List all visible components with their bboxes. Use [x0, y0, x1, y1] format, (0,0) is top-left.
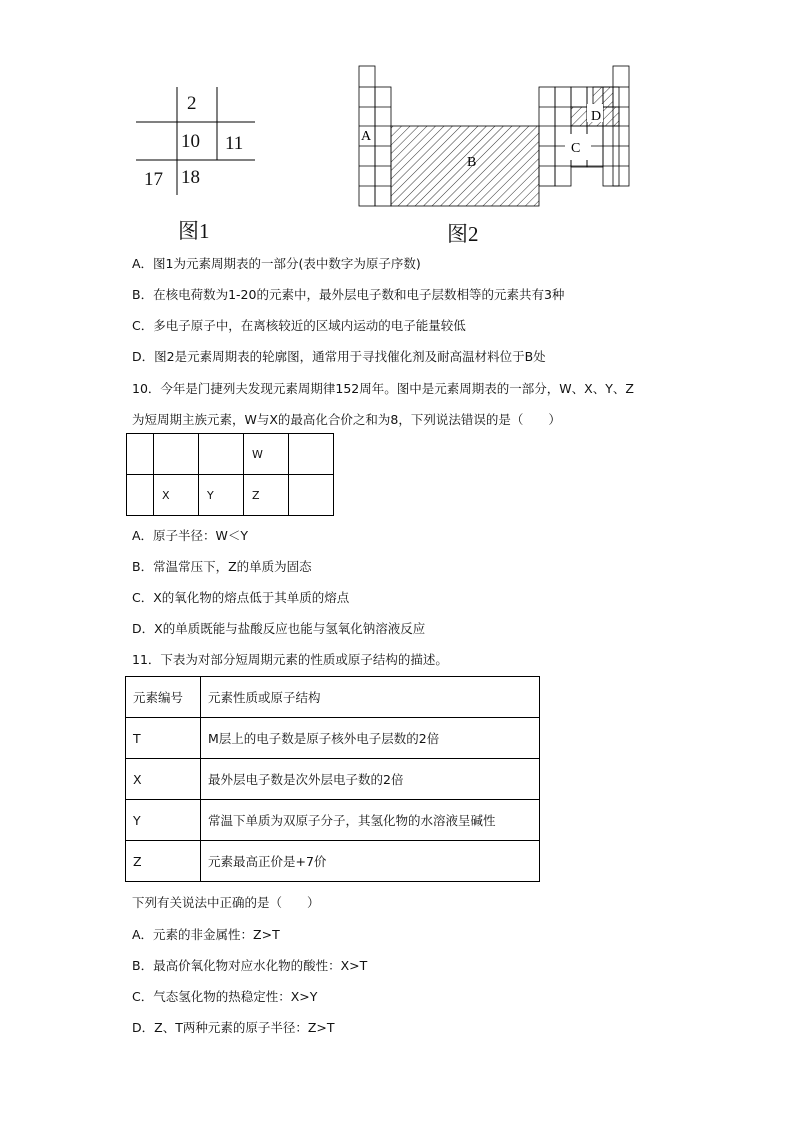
q9-option-a: A．图1为元素周期表的一部分(表中数字为原子序数)	[132, 256, 421, 271]
q11-option-d: D．Z、T两种元素的原子半径：Z>T	[132, 1020, 335, 1035]
q10-cell	[154, 434, 199, 475]
q10-option-d: D．X的单质既能与盐酸反应也能与氢氧化钠溶液反应	[132, 621, 426, 636]
fig1-number: 18	[181, 167, 200, 188]
q11-question: 下列有关说法中正确的是（ ）	[132, 895, 320, 910]
q11-row-desc: 最外层电子数是次外层电子数的2倍	[201, 759, 540, 800]
fig2-label-d: D	[591, 109, 602, 124]
q10-cell	[127, 475, 154, 516]
q9-option-d: D．图2是元素周期表的轮廓图，通常用于寻找催化剂及耐高温材料位于B处	[132, 349, 546, 364]
figure-1-caption: 图1	[178, 219, 210, 243]
fig2-label-c: C	[571, 141, 581, 156]
fig1-number: 2	[187, 93, 197, 114]
q11-row-desc: 元素最高正价是+7价	[201, 841, 540, 882]
q10-stem-line1: 10．今年是门捷列夫发现元素周期律152周年。图中是元素周期表的一部分，W、X、Y、Z	[132, 381, 634, 396]
q10-cell-w: W	[244, 434, 289, 475]
fig1-number: 17	[144, 169, 163, 190]
q10-cell	[199, 434, 244, 475]
q10-cell	[127, 434, 154, 475]
q9-option-b: B．在核电荷数为1-20的元素中，最外层电子数和电子层数相等的元素共有3种	[132, 287, 565, 302]
q10-cell	[289, 475, 334, 516]
q10-cell-z: Z	[244, 475, 289, 516]
figure-1	[130, 85, 260, 195]
fig2-label-b: B	[467, 155, 477, 170]
q11-option-a: A．元素的非金属性：Z>T	[132, 927, 280, 942]
q10-option-c: C．X的氧化物的熔点低于其单质的熔点	[132, 590, 350, 605]
q11-row-id: Y	[126, 800, 201, 841]
periodic-table-outline	[355, 62, 635, 212]
q9-option-c: C．多电子原子中，在离核较近的区域内运动的电子能量较低	[132, 318, 466, 333]
q11-header-id: 元素编号	[126, 677, 201, 718]
fig1-number: 10	[181, 131, 200, 152]
q10-cell-x: X	[154, 475, 199, 516]
q10-cell-y: Y	[199, 475, 244, 516]
q11-row-desc: 常温下单质为双原子分子，其氢化物的水溶液呈碱性	[201, 800, 540, 841]
figure-2-caption: 图2	[447, 222, 479, 246]
q10-cell	[289, 434, 334, 475]
fig1-number: 11	[225, 133, 244, 154]
q10-stem-line2: 为短周期主族元素，W与X的最高化合价之和为8，下列说法错误的是（ ）	[132, 412, 561, 427]
figure-2	[355, 62, 635, 216]
q11-header-desc: 元素性质或原子结构	[201, 677, 540, 718]
q11-row-id: T	[126, 718, 201, 759]
q11-row-desc: M层上的电子数是原子核外电子层数的2倍	[201, 718, 540, 759]
q10-option-a: A．原子半径：W＜Y	[132, 528, 249, 543]
q11-row-id: X	[126, 759, 201, 800]
q11-stem: 11．下表为对部分短周期元素的性质或原子结构的描述。	[132, 652, 448, 667]
q11-option-c: C．气态氢化物的热稳定性：X>Y	[132, 989, 318, 1004]
q10-option-b: B．常温常压下，Z的单质为固态	[132, 559, 312, 574]
q11-row-id: Z	[126, 841, 201, 882]
q11-element-table	[125, 676, 540, 882]
q10-periodic-fragment	[126, 433, 334, 516]
q11-option-b: B．最高价氧化物对应水化物的酸性：X>T	[132, 958, 368, 973]
fig2-label-a: A	[361, 129, 372, 144]
